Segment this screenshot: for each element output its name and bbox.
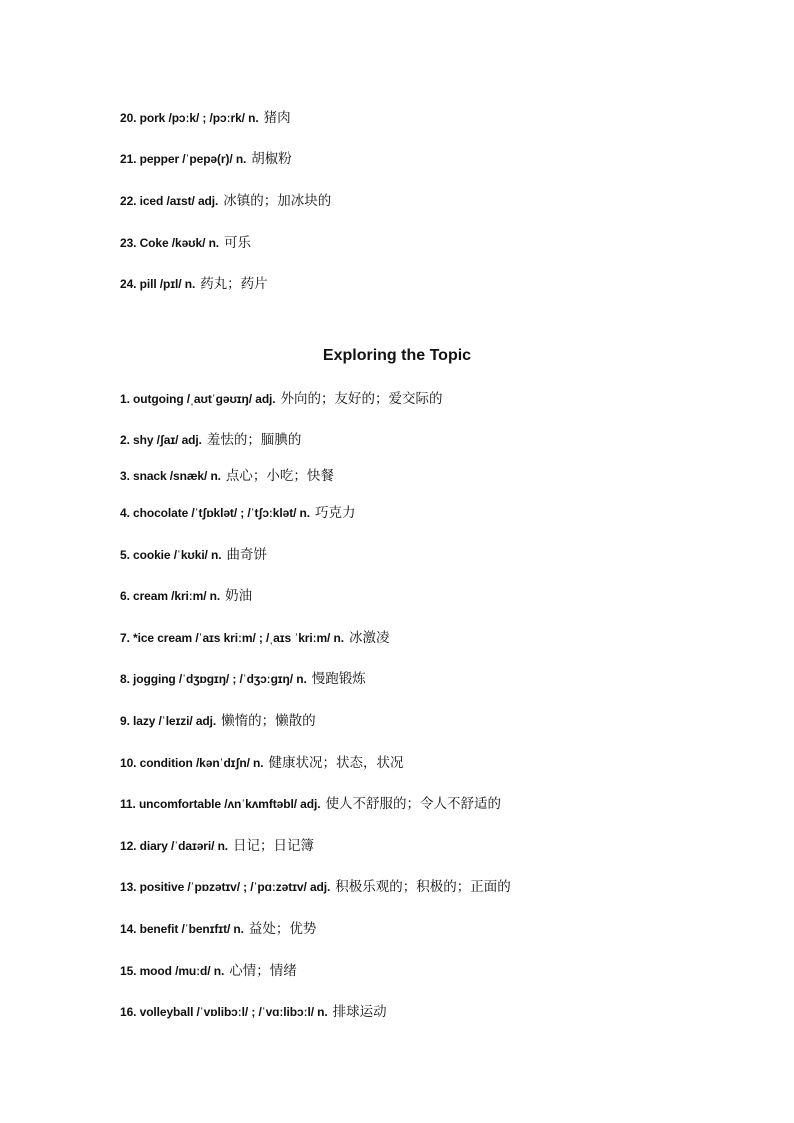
vocab-entry-pork bbox=[120, 110, 291, 126]
entry-word: 11. uncomfortable /ʌnˈkʌmftəbl/ adj. bbox=[120, 797, 321, 811]
vocab-entry-iced bbox=[120, 193, 331, 209]
vocab-entry-shy bbox=[120, 432, 301, 448]
entry-word: 22. iced /aɪst/ adj. bbox=[120, 194, 219, 208]
entry-meaning: 冰镇的；加冰块的 bbox=[223, 193, 332, 208]
vocab-entry-jogging bbox=[120, 671, 366, 687]
entry-meaning: 药丸；药片 bbox=[200, 276, 268, 291]
vocab-entry-pill bbox=[120, 276, 268, 292]
entry-meaning: 点心；小吃；快餐 bbox=[225, 468, 334, 483]
entry-meaning: 积极乐观的；积极的；正面的 bbox=[335, 879, 511, 894]
entry-meaning: 外向的；友好的；爱交际的 bbox=[280, 391, 443, 406]
vocab-entry-volleyball bbox=[120, 1004, 387, 1020]
entry-meaning: 巧克力 bbox=[315, 505, 356, 520]
vocab-entry-uncomfortable bbox=[120, 796, 501, 812]
entry-meaning: 排球运动 bbox=[332, 1004, 387, 1019]
entry-meaning: 日记；日记簿 bbox=[233, 838, 315, 853]
entry-meaning: 健康状况；状态，状况 bbox=[268, 755, 404, 770]
vocab-entry-ice-cream bbox=[120, 630, 390, 646]
entry-word: 21. pepper /ˈpepə(r)/ n. bbox=[120, 152, 247, 166]
entry-word: 24. pill /pɪl/ n. bbox=[120, 277, 196, 291]
entry-word: 16. volleyball /ˈvɒlibɔːl/ ; /ˈvɑːlibɔːl/ n. bbox=[120, 1005, 328, 1019]
entry-word: 5. cookie /ˈkʊki/ n. bbox=[120, 548, 222, 562]
entry-word: 4. chocolate /ˈtʃɒklət/ ; /ˈtʃɔːklət/ n. bbox=[120, 506, 311, 520]
vocab-entry-cream bbox=[120, 588, 252, 604]
entry-word: 6. cream /kriːm/ n. bbox=[120, 589, 221, 603]
entry-word: 12. diary /ˈdaɪəri/ n. bbox=[120, 839, 229, 853]
vocab-entry-mood bbox=[120, 963, 297, 979]
entry-meaning: 猪肉 bbox=[263, 110, 291, 125]
entry-word: 10. condition /kənˈdɪʃn/ n. bbox=[120, 756, 264, 770]
entry-word: 2. shy /ʃaɪ/ adj. bbox=[120, 433, 202, 447]
entry-word: 9. lazy /ˈleɪzi/ adj. bbox=[120, 714, 217, 728]
vocab-entry-coke bbox=[120, 235, 251, 251]
entry-meaning: 懒惰的；懒散的 bbox=[221, 713, 316, 728]
vocab-entry-pepper bbox=[120, 151, 292, 167]
vocab-entry-positive bbox=[120, 879, 511, 895]
entry-word: 14. benefit /ˈbenɪfɪt/ n. bbox=[120, 922, 244, 936]
vocab-entry-snack bbox=[120, 468, 334, 484]
entry-meaning: 可乐 bbox=[224, 235, 252, 250]
entry-word: 13. positive /ˈpɒzətɪv/ ; /ˈpɑːzətɪv/ adj. bbox=[120, 880, 331, 894]
vocab-entry-benefit bbox=[120, 921, 316, 937]
entry-word: 15. mood /muːd/ n. bbox=[120, 964, 225, 978]
entry-word: 23. Coke /kəʊk/ n. bbox=[120, 236, 220, 250]
entry-meaning: 羞怯的；腼腆的 bbox=[206, 432, 302, 447]
entry-meaning: 胡椒粉 bbox=[251, 151, 292, 166]
section-heading: Exploring the Topic bbox=[322, 347, 472, 364]
entry-word: 3. snack /snæk/ n. bbox=[120, 469, 221, 483]
entry-meaning: 冰激凌 bbox=[349, 630, 390, 645]
vocab-entry-chocolate bbox=[120, 505, 356, 521]
entry-word: 8. jogging /ˈdʒɒɡɪŋ/ ; /ˈdʒɔːɡɪŋ/ n. bbox=[120, 672, 307, 686]
entry-meaning: 益处；优势 bbox=[248, 921, 317, 936]
entry-meaning: 曲奇饼 bbox=[226, 547, 267, 562]
entry-meaning: 慢跑锻炼 bbox=[311, 671, 366, 686]
entry-meaning: 使人不舒服的；令人不舒适的 bbox=[325, 796, 501, 811]
entry-word: 7. *ice cream /ˈaɪs kriːm/ ; /ˌaɪs ˈkriːm/ n. bbox=[120, 631, 344, 645]
entry-meaning: 奶油 bbox=[225, 588, 253, 603]
entry-word: 1. outgoing /ˌaʊtˈɡəʊɪŋ/ adj. bbox=[120, 392, 276, 406]
vocab-entry-diary bbox=[120, 838, 314, 854]
entry-word: 20. pork /pɔːk/ ; /pɔːrk/ n. bbox=[120, 111, 259, 125]
vocab-entry-outgoing bbox=[120, 391, 443, 407]
entry-meaning: 心情；情绪 bbox=[229, 963, 297, 978]
vocab-entry-lazy bbox=[120, 713, 316, 729]
vocab-entry-condition bbox=[120, 755, 404, 771]
vocab-entry-cookie bbox=[120, 547, 267, 563]
